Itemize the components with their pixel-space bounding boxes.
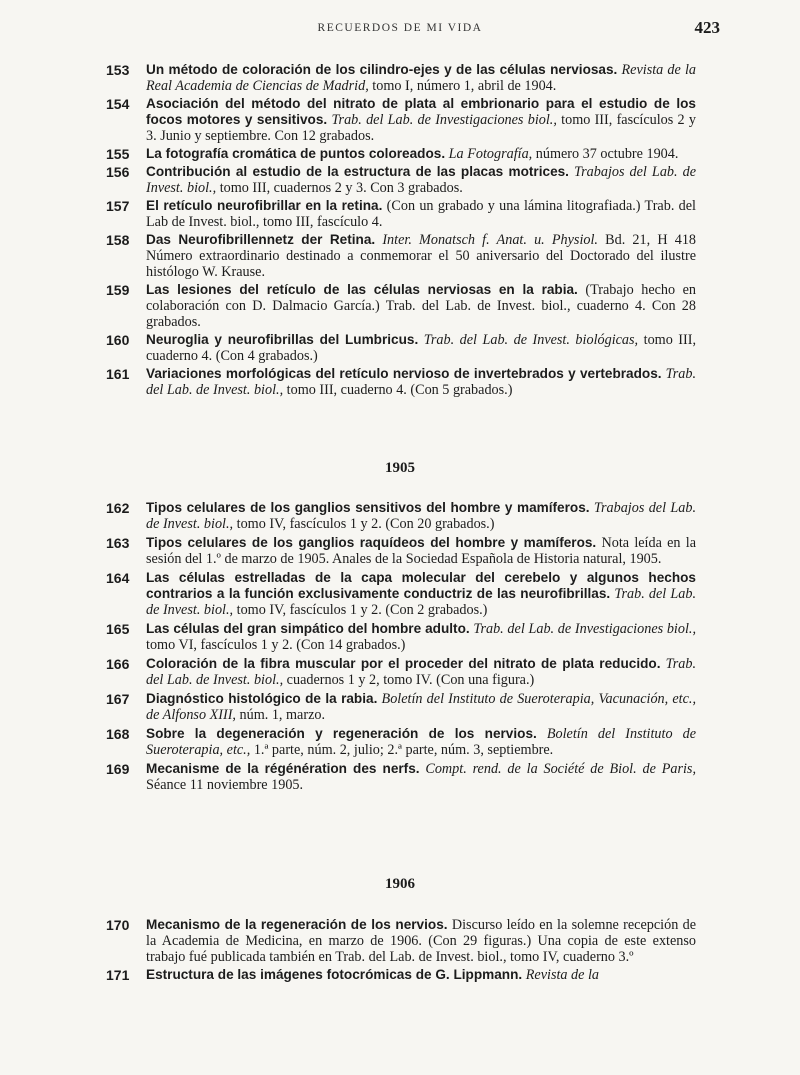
- entry-title: Estructura de las imágenes fotocrómicas de G. Lippmann.: [146, 967, 523, 982]
- entry-number: 164: [106, 570, 130, 586]
- entry-title: Las lesiones del retículo de las células nerviosas en la rabia.: [146, 282, 578, 297]
- entries-1905: [106, 500, 696, 796]
- entry-number: 166: [106, 656, 130, 672]
- entry-details: (Con un grabado y una lámina litografiada.) Trab. del Lab de Invest. biol., tomo III, fascículo 4.: [146, 198, 696, 230]
- entry-text: [146, 282, 696, 330]
- entry-text: [146, 232, 696, 280]
- entry-title: Das Neurofibrillennetz der Retina.: [146, 232, 376, 247]
- entry-text: [146, 761, 696, 793]
- entry-text: [146, 332, 696, 364]
- bibliography-entry: [106, 761, 696, 793]
- entry-title: Las células del gran simpático del hombre adulto.: [146, 621, 470, 636]
- entry-details: Bd. 21, H 418 Número extraordinario destinado a conmemorar el 50 aniversario del Doctorado del ilustre histólogo W. Krause.: [146, 232, 697, 280]
- bibliography-entry: [106, 366, 696, 398]
- entry-details: Discurso leído en la solemne recepción de la Academia de Medicina, en marzo de 1906. (Con 29 figuras.) Una copia de este extenso trabajo fué publicada también en Trab. del Lab. de Invest. biol., tomo IV, cuaderno 3.º: [146, 917, 697, 965]
- entry-journal: Trabajos del Lab. de Invest. biol.,: [146, 500, 696, 532]
- entry-text: [146, 96, 696, 144]
- entry-text: [146, 62, 696, 94]
- bibliography-entry: [106, 726, 696, 758]
- bibliography-entry: [106, 332, 696, 364]
- entry-details: tomo III, cuaderno 4. (Con 5 grabados.): [286, 382, 513, 398]
- entry-number: 171: [106, 967, 130, 983]
- entry-journal: Trab. del Lab. de Investigaciones biol.,: [473, 621, 696, 637]
- bibliography-entry: [106, 96, 696, 144]
- entry-title: Diagnóstico histológico de la rabia.: [146, 691, 378, 706]
- entry-details: 1.ª parte, núm. 2, julio; 2.ª parte, núm. 3, septiembre.: [253, 742, 554, 758]
- bibliography-entry: [106, 164, 696, 196]
- entry-text: [146, 967, 696, 983]
- year-heading-1906: 1906: [385, 876, 415, 892]
- entry-journal: Boletín del Instituto de Sueroterapia, etc.,: [146, 726, 697, 758]
- entry-details: número 37 octubre 1904.: [535, 146, 679, 162]
- entry-text: [146, 366, 696, 398]
- entry-title: Contribución al estudio de la estructura de las placas motrices.: [146, 164, 569, 179]
- year-heading-1905: 1905: [385, 460, 415, 476]
- entry-details: núm. 1, marzo.: [239, 707, 326, 723]
- entry-title: Tipos celulares de los ganglios sensitivos del hombre y mamíferos.: [146, 500, 590, 515]
- bibliography-entry: [106, 146, 696, 162]
- entry-title: Neuroglia y neurofibrillas del Lumbricus.: [146, 332, 419, 347]
- entry-number: 159: [106, 282, 130, 298]
- entry-journal: Trab. del Lab. de Invest. biol.,: [146, 586, 697, 618]
- entry-number: 167: [106, 691, 130, 707]
- entry-details: tomo III, cuadernos 2 y 3. Con 3 grabados.: [219, 180, 463, 196]
- entry-number: 160: [106, 332, 130, 348]
- entry-text: [146, 656, 696, 688]
- entry-journal: Boletín del Instituto de Sueroterapia, Vacunación, etc., de Alfonso XIII,: [146, 691, 697, 723]
- entry-title: Coloración de la fibra muscular por el proceder del nitrato de plata reducido.: [146, 656, 661, 671]
- entry-text: [146, 500, 696, 532]
- entry-details: cuadernos 1 y 2, tomo IV. (Con una figura.): [286, 672, 535, 688]
- entry-title: Variaciones morfológicas del retículo nervioso de invertebrados y vertebrados.: [146, 366, 662, 381]
- entry-number: 156: [106, 164, 130, 180]
- entry-title: Sobre la degeneración y regeneración de los nervios.: [146, 726, 537, 741]
- entry-journal: Trab. del Lab. de Invest. biol.,: [146, 656, 697, 688]
- bibliography-entry: [106, 570, 696, 618]
- bibliography-entry: [106, 232, 696, 280]
- running-title: RECUERDOS DE MI VIDA: [317, 22, 483, 34]
- entry-text: [146, 198, 696, 230]
- entry-journal: Compt. rend. de la Société de Biol. de Paris,: [425, 761, 696, 777]
- entry-details: Séance 11 noviembre 1905.: [146, 777, 304, 793]
- entry-journal: Trab. del Lab. de Invest. biológicas,: [423, 332, 639, 348]
- running-head: [0, 18, 800, 40]
- entry-number: 153: [106, 62, 130, 78]
- bibliography-entry: [106, 917, 696, 965]
- entry-details: tomo IV, fascículos 1 y 2. (Con 2 grabados.): [236, 602, 488, 618]
- entry-text: [146, 621, 696, 653]
- entry-journal: Trab. del Lab. de Investigaciones biol.,: [331, 112, 557, 128]
- entries-1906: [106, 917, 696, 985]
- entry-text: [146, 146, 696, 162]
- entry-title: El retículo neurofibrillar en la retina.: [146, 198, 383, 213]
- entry-number: 155: [106, 146, 130, 162]
- entry-number: 165: [106, 621, 130, 637]
- entry-number: 168: [106, 726, 130, 742]
- entry-details: tomo IV, fascículos 1 y 2. (Con 20 grabados.): [236, 516, 495, 532]
- entry-number: 163: [106, 535, 130, 551]
- entry-number: 170: [106, 917, 130, 933]
- entry-details: (Trabajo hecho en colaboración con D. Dalmacio García.) Trab. del Lab. de Invest. biol., cuaderno 4. Con 28 grabados.: [146, 282, 697, 330]
- entry-title: La fotografía cromática de puntos coloreados.: [146, 146, 446, 161]
- entry-journal: Revista de la Real Academia de Ciencias de Madrid,: [146, 62, 697, 94]
- bibliography-entry: [106, 282, 696, 330]
- entry-journal: La Fotografía,: [448, 146, 533, 162]
- bibliography-entry: [106, 62, 696, 94]
- entry-details: tomo III, cuaderno 4. (Con 4 grabados.): [146, 332, 697, 364]
- entry-number: 162: [106, 500, 130, 516]
- entry-text: [146, 917, 696, 965]
- entry-text: [146, 570, 696, 618]
- entry-details: tomo VI, fascículos 1 y 2. (Con 14 grabados.): [146, 637, 406, 653]
- page-number: 423: [694, 18, 720, 37]
- entry-title: Asociación del método del nitrato de plata al embrionario para el estudio de los focos motores y sensitivos.: [146, 96, 696, 127]
- entry-number: 154: [106, 96, 130, 112]
- entry-title: Mecanismo de la regeneración de los nervios.: [146, 917, 448, 932]
- entry-number: 169: [106, 761, 130, 777]
- bibliography-entry: [106, 535, 696, 567]
- entry-number: 158: [106, 232, 130, 248]
- bibliography-entry: [106, 967, 696, 983]
- entry-text: [146, 691, 696, 723]
- entry-details: tomo I, número 1, abril de 1904.: [372, 78, 557, 94]
- entry-journal: Revista de la: [525, 967, 600, 983]
- entry-journal: Trabajos del Lab. de Invest. biol.,: [146, 164, 696, 196]
- entry-title: Mecanisme de la régénération des nerfs.: [146, 761, 420, 776]
- entry-text: [146, 164, 696, 196]
- entry-text: [146, 535, 696, 567]
- entry-journal: Trab. del Lab. de Invest. biol.,: [146, 366, 696, 398]
- entry-number: 161: [106, 366, 130, 382]
- entry-text: [146, 726, 696, 758]
- entry-title: Un método de coloración de los cilindro-ejes y de las células nerviosas.: [146, 62, 618, 77]
- bibliography-entry: [106, 691, 696, 723]
- entry-details: tomo III, fascículos 2 y 3. Junio y septiembre. Con 12 grabados.: [146, 112, 697, 144]
- entry-details: Nota leída en la sesión del 1.º de marzo de 1905. Anales de la Sociedad Española de Historia natural, 1905.: [146, 535, 697, 567]
- bibliography-entry: [106, 198, 696, 230]
- entries-1904: [106, 62, 696, 400]
- entry-journal: Inter. Monatsch f. Anat. u. Physiol.: [382, 232, 598, 248]
- bibliography-entry: [106, 656, 696, 688]
- entry-number: 157: [106, 198, 130, 214]
- bibliography-entry: [106, 621, 696, 653]
- entry-title: Las células estrelladas de la capa molecular del cerebelo y algunos hechos contrarios a la función exclusivamente conductriz de las neurofibrillas.: [146, 570, 696, 601]
- entry-title: Tipos celulares de los ganglios raquídeos del hombre y mamíferos.: [146, 535, 597, 550]
- bibliography-entry: [106, 500, 696, 532]
